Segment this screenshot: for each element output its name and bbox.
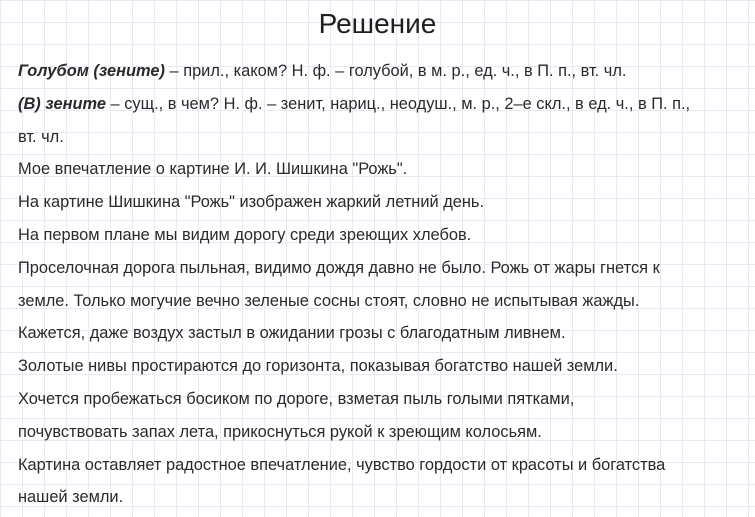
text-line: [18, 219, 748, 252]
text-line: [18, 186, 748, 219]
line-text: На первом плане мы видим дорогу среди зреющих хлебов.: [18, 225, 472, 244]
line-text: – сущ., в чем? Н. ф. – зенит, нариц., неодуш., м. р., 2–е скл., в ед. ч., в П. п.,: [105, 94, 691, 113]
text-line: [18, 153, 748, 186]
line-text: Проселочная дорога пыльная, видимо дождя давно не было. Рожь от жары гнется к: [18, 258, 660, 277]
line-text: вт. чл.: [18, 127, 64, 146]
line-text: Золотые нивы простираются до горизонта, показывая богатство нашей земли.: [18, 357, 618, 376]
line-text: Кажется, даже воздух застыл в ожидании грозы с благодатным ливнем.: [18, 324, 566, 343]
text-line: [18, 317, 748, 350]
line-text: – прил., каком? Н. ф. – голубой, в м. р., ед. ч., в П. п., вт. чл.: [164, 62, 627, 80]
page-title: Решение: [318, 8, 437, 39]
text-line: [18, 350, 748, 383]
text-line: [18, 121, 748, 154]
text-line: [18, 285, 748, 318]
text-line: [18, 252, 748, 285]
text-line: [18, 55, 748, 88]
line-text: нашей земли.: [18, 488, 124, 507]
text-line: [18, 449, 748, 482]
term-label: Голубом (зените): [18, 62, 165, 80]
text-line: [18, 88, 748, 121]
text-line: [18, 416, 748, 449]
solution-text: [18, 55, 748, 514]
line-text: земле. Только могучие вечно зеленые сосны стоят, словно не испытывая жажды.: [18, 291, 640, 310]
line-text: Мое впечатление о картине И. И. Шишкина "Рожь".: [18, 160, 408, 179]
text-line: [18, 481, 748, 514]
term-label: (В) зените: [18, 94, 106, 113]
line-text: Картина оставляет радостное впечатление, чувство гордости от красоты и богатства: [18, 455, 666, 474]
line-text: Хочется пробежаться босиком по дороге, взметая пыль голыми пятками,: [18, 389, 575, 408]
line-text: почувствовать запах лета, прикоснуться рукой к зреющим колосьям.: [18, 422, 542, 441]
line-text: На картине Шишкина "Рожь" изображен жаркий летний день.: [18, 193, 485, 212]
text-line: [18, 383, 748, 416]
